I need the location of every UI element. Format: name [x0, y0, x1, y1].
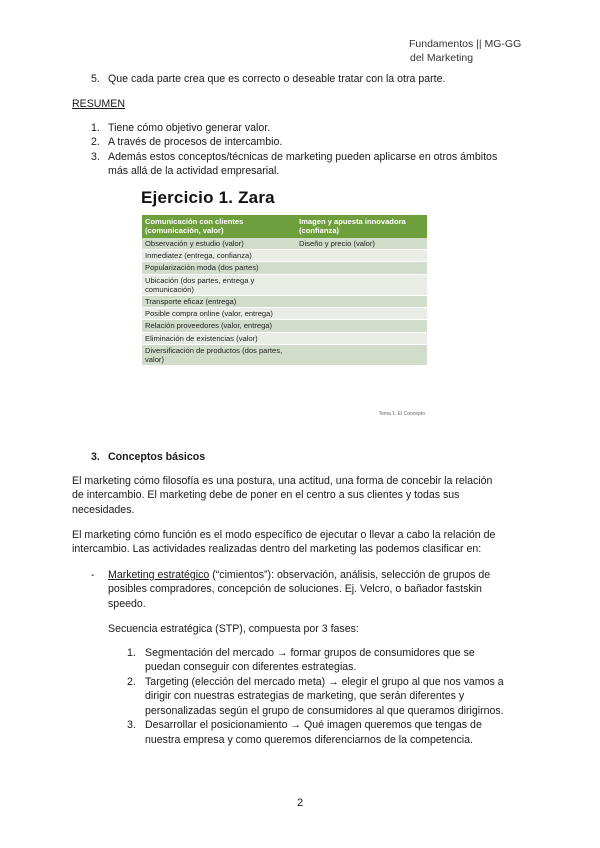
header-line-2: del Marketing	[410, 52, 474, 64]
table-header-cell: Comunicación con clientes (comunicación, valor)	[142, 215, 296, 238]
table-row	[142, 332, 427, 344]
resumen-heading: RESUMEN	[72, 98, 125, 110]
table-cell: Eliminación de existencias (valor)	[142, 332, 296, 344]
paragraph-line: intercambio. Las actividades realizadas dentro del marketing las podemos clasificar en:	[72, 543, 482, 555]
table-row	[142, 296, 427, 308]
bullet-line	[108, 568, 490, 582]
resumen-item-text: Tiene cómo objetivo generar valor.	[108, 122, 271, 134]
zara-table	[142, 215, 427, 366]
table-row	[142, 308, 427, 320]
resumen-item-number: 3.	[91, 151, 100, 163]
table-row	[142, 238, 427, 250]
table-cell: Observación y estudio (valor)	[142, 238, 296, 250]
bullet-dash: -	[91, 569, 95, 581]
table-header-cell: Imagen y apuesta innovadora (confianza)	[296, 215, 427, 238]
table-cell: Inmediatez (entrega, confianza)	[142, 250, 296, 262]
stp-item-line: Desarrollar el posicionamiento → Qué imagen queremos que tengas de	[145, 719, 482, 731]
table-row	[142, 250, 427, 262]
stp-item-number: 1.	[127, 647, 136, 659]
table-row	[142, 344, 427, 365]
resumen-item-number: 1.	[91, 122, 100, 134]
resumen-item-text: Además estos conceptos/técnicas de marketing pueden aplicarse en otros ámbitos	[108, 151, 498, 163]
paragraph-line: necesidades.	[72, 504, 135, 516]
paragraph-line: de intercambio. El marketing debe de poner en el centro a sus clientes y todas sus	[72, 489, 460, 501]
stp-item-line: Segmentación del mercado → formar grupos de consumidores que se	[145, 647, 475, 659]
table-cell: Ubicación (dos partes, entrega y comunicación)	[142, 274, 296, 295]
figure-footer-text: Tema 1. El Concepto	[378, 411, 425, 417]
table-cell: Relación proveedores (valor, entrega)	[142, 320, 296, 332]
exercise-figure	[123, 188, 431, 415]
page-number: 2	[296, 797, 304, 809]
table-row	[142, 274, 427, 295]
table-cell	[296, 320, 427, 332]
stp-item-line: Targeting (elección del mercado meta) → elegir el grupo al que nos vamos a	[145, 676, 504, 688]
table-cell	[296, 262, 427, 274]
bullet-line: speedo.	[108, 598, 146, 610]
stp-item-line: personalizadas según el grupo de consumidores al que queramos dirigirnos.	[145, 705, 504, 717]
resumen-item-number: 2.	[91, 136, 100, 148]
section-number: 3.	[91, 451, 100, 463]
stp-item-line: nuestra empresa y como queremos diferenciarnos de la competencia.	[145, 734, 473, 746]
page-header	[409, 37, 559, 65]
resumen-item-text-cont: más allá de la actividad empresarial.	[108, 165, 280, 177]
bullet-text: (“cimientos”): observación, análisis, selección de grupos de	[209, 569, 491, 581]
table-cell: Transporte eficaz (entrega)	[142, 296, 296, 308]
header-line-1: Fundamentos || MG-GG	[409, 38, 522, 50]
section-title: Conceptos básicos	[108, 451, 206, 463]
table-cell	[296, 250, 427, 262]
table-cell: Posible compra online (valor, entrega)	[142, 308, 296, 320]
bullet-term: Marketing estratégico	[108, 569, 210, 581]
table-cell	[296, 296, 427, 308]
table-row	[142, 262, 427, 274]
table-cell: Diversificación de productos (dos partes, valor)	[142, 344, 296, 365]
list-item-number: 5.	[91, 73, 100, 85]
table-cell: Popularización moda (dos partes)	[142, 262, 296, 274]
list-item-text: Que cada parte crea que es correcto o deseable tratar con la otra parte.	[108, 73, 446, 85]
table-cell	[296, 332, 427, 344]
stp-item-line: dirigir con nuestras estrategias de marketing, que serán diferentes y	[145, 690, 465, 702]
table-cell	[296, 344, 427, 365]
table-row	[142, 320, 427, 332]
stp-intro: Secuencia estratégica (STP), compuesta por 3 fases:	[108, 623, 359, 635]
stp-item-line: puedan conseguir con diferentes estrategias.	[145, 661, 357, 673]
table-header-row	[142, 215, 427, 238]
stp-item-number: 3.	[127, 719, 136, 731]
paragraph-line: El marketing cómo función es el modo específico de ejecutar o llevar a cabo la relación de	[72, 529, 496, 541]
bullet-line: posibles compradores, concepción de soluciones. Ej. Velcro, o bañador fastskin	[108, 583, 482, 595]
figure-title: Ejercicio 1. Zara	[141, 188, 275, 207]
resumen-item-text: A través de procesos de intercambio.	[108, 136, 283, 148]
table-cell: Diseño y precio (valor)	[296, 238, 427, 250]
table-cell	[296, 274, 427, 295]
paragraph-line: El marketing cómo filosofía es una postura, una actitud, una forma de concebir la relación	[72, 475, 493, 487]
stp-item-number: 2.	[127, 676, 136, 688]
table-cell	[296, 308, 427, 320]
